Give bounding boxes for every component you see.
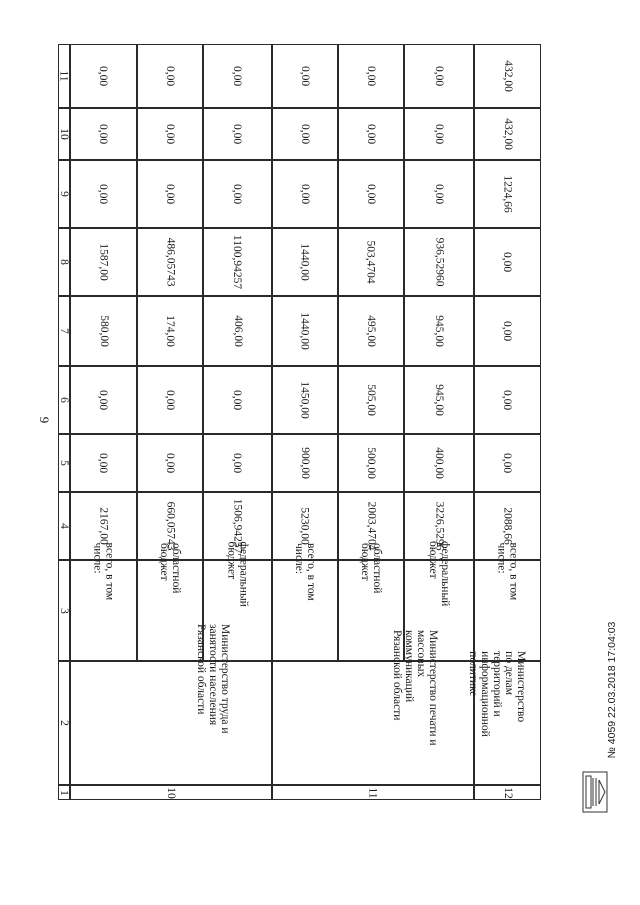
row-number-11 [272,785,474,800]
column-header-9-text: 9 [58,191,70,197]
value-cell-10-1-4 [137,492,203,560]
value-cell-11-0-4 [272,492,338,560]
column-header-6-text: 6 [58,397,70,403]
value-cell-12-0-6 [474,366,541,434]
column-header-7-text: 7 [58,328,70,334]
value-cell-10-1-5 [137,434,203,492]
value-cell-10-1-7-text: 174,00 [164,315,176,347]
value-cell-11-2-8 [404,228,474,296]
value-cell-11-1-7-text: 495,00 [365,315,377,347]
value-cell-10-2-6 [203,366,272,434]
column-header-2-text: 2 [58,720,70,726]
row-number-12-text: 12 [501,786,514,799]
column-header-1 [58,785,70,800]
row-number-10 [70,785,272,800]
value-cell-11-2-7 [404,296,474,366]
value-cell-10-2-11 [203,44,272,108]
value-cell-10-2-11-text: 0,00 [231,65,244,87]
value-cell-10-2-8-text: 1100,94257 [231,234,244,290]
value-cell-11-2-4 [404,492,474,560]
value-cell-12-0-5-text: 0,00 [501,452,514,474]
value-cell-12-0-9 [474,160,541,228]
value-cell-10-0-5 [70,434,137,492]
value-cell-12-0-9-text: 1224,66 [501,175,514,213]
budget-label-11-1-text: областной бюджет [359,543,383,594]
value-cell-10-2-7 [203,296,272,366]
value-cell-10-2-7-text: 406,00 [231,315,244,347]
value-cell-10-0-6-text: 0,00 [97,389,110,411]
value-cell-11-2-4-text: 3226,5296 [433,501,445,551]
value-cell-10-1-4-text: 660,05743 [164,501,176,551]
budget-label-10-2-text: федеральный бюджет [225,541,250,607]
column-header-4-text: 4 [58,523,70,529]
value-cell-10-1-6-text: 0,00 [164,389,176,411]
value-cell-10-0-10-text: 0,00 [97,123,110,145]
budget-label-12-0 [474,542,541,661]
budget-label-10-1 [137,543,203,661]
value-cell-11-1-5 [338,434,404,492]
value-cell-11-0-11 [272,44,338,108]
value-cell-11-2-10-text: 0,00 [433,123,445,145]
value-cell-10-0-4-text: 2167,00 [97,507,110,545]
column-header-8-text: 8 [58,259,70,265]
value-cell-11-0-5-text: 900,00 [299,447,311,479]
value-cell-12-0-7 [474,296,541,366]
value-cell-11-1-6 [338,366,404,434]
column-header-5-text: 5 [58,460,70,466]
value-cell-11-0-9 [272,160,338,228]
value-cell-10-0-6 [70,366,137,434]
value-cell-10-2-10-text: 0,00 [231,123,244,145]
value-cell-11-1-9-text: 0,00 [365,183,377,205]
value-cell-11-0-5 [272,434,338,492]
value-cell-12-0-11 [474,44,541,108]
value-cell-10-1-6 [137,366,203,434]
page-number: 9 [37,416,52,424]
value-cell-10-0-9-text: 0,00 [97,183,110,205]
value-cell-11-0-8 [272,228,338,296]
value-cell-12-0-4-text: 2088,66 [501,507,514,545]
value-cell-10-1-9-text: 0,00 [164,183,176,205]
value-cell-10-1-10-text: 0,00 [164,123,176,145]
value-cell-11-2-6 [404,366,474,434]
registration-stamp-text: № 4059 22.03.2018 17:04:03 [606,621,618,759]
value-cell-12-0-8 [474,228,541,296]
ministry-name-12-text: Министерство по делам территорий и информационной политике [467,651,528,737]
value-cell-11-1-5-text: 500,00 [365,447,377,479]
value-cell-11-2-6-text: 945,00 [433,384,445,416]
value-cell-10-2-5-text: 0,00 [231,452,244,474]
value-cell-11-0-9-text: 0,00 [299,183,311,205]
value-cell-12-0-10 [474,108,541,160]
value-cell-11-2-5 [404,434,474,492]
value-cell-10-1-9 [137,160,203,228]
value-cell-11-1-9 [338,160,404,228]
value-cell-10-0-5-text: 0,00 [97,452,110,474]
value-cell-10-0-8-text: 1587,00 [97,243,110,281]
value-cell-11-2-9-text: 0,00 [433,183,445,205]
value-cell-11-1-7 [338,296,404,366]
ministry-name-11 [272,630,474,785]
ministry-name-12 [467,651,541,785]
value-cell-11-0-11-text: 0,00 [299,65,311,87]
value-cell-10-2-4-text: 1506,94257 [231,498,244,554]
value-cell-11-0-8-text: 1440,00 [299,243,311,281]
value-cell-10-0-7 [70,296,137,366]
ministry-name-10-text: Министерство труда и занятости населения Рязанской области [195,624,231,734]
column-header-3-text: 3 [58,607,70,614]
value-cell-11-1-6-text: 505,00 [365,384,377,416]
value-cell-10-1-11 [137,44,203,108]
budget-label-10-0 [70,542,137,661]
value-cell-10-1-5-text: 0,00 [164,452,176,474]
registry-stamp-icon [580,768,610,816]
column-header-5 [58,434,70,492]
value-cell-11-2-11-text: 0,00 [433,65,445,87]
value-cell-11-0-10 [272,108,338,160]
value-cell-11-2-10 [404,108,474,160]
column-header-11 [58,44,70,108]
column-header-3 [58,560,70,661]
value-cell-10-2-4 [203,492,272,560]
value-cell-10-1-8-text: 486,05743 [164,237,176,287]
value-cell-11-1-8-text: 503,4704 [365,240,377,284]
value-cell-10-2-6-text: 0,00 [231,389,244,411]
budget-label-12-0-text: всего, в том числе: [495,542,520,601]
value-cell-10-0-8 [70,228,137,296]
budget-table [58,44,610,800]
budget-label-10-0-text: всего, в том числе: [91,542,116,601]
budget-label-11-1 [338,543,404,661]
value-cell-10-2-9 [203,160,272,228]
value-cell-11-2-11 [404,44,474,108]
value-cell-11-1-10 [338,108,404,160]
value-cell-11-0-4-text: 5230,00 [299,507,311,545]
value-cell-10-0-4 [70,492,137,560]
budget-label-11-0-text: всего, в том числе: [293,543,317,601]
value-cell-10-0-11 [70,44,137,108]
column-header-4 [58,492,70,560]
value-cell-10-1-10 [137,108,203,160]
row-number-10-text: 10 [165,786,177,799]
ministry-name-11-text: Министерство печати и массовых коммуникаций Рязанской области [391,630,439,746]
value-cell-12-0-7-text: 0,00 [501,320,514,342]
column-header-6 [58,366,70,434]
value-cell-11-0-7 [272,296,338,366]
value-cell-12-0-6-text: 0,00 [501,389,514,411]
value-cell-11-1-4 [338,492,404,560]
value-cell-10-2-10 [203,108,272,160]
budget-label-11-2 [404,541,474,661]
column-header-7 [58,296,70,366]
budget-label-10-1-text: областной бюджет [158,543,182,594]
column-header-1-text: 1 [58,789,70,796]
column-header-8 [58,228,70,296]
value-cell-11-2-5-text: 400,00 [433,447,445,479]
value-cell-10-2-9-text: 0,00 [231,183,244,205]
row-number-11-text: 11 [366,786,379,799]
value-cell-11-1-11-text: 0,00 [365,65,377,87]
value-cell-11-2-7-text: 945,00 [433,315,445,347]
budget-label-11-2-text: федеральный бюджет [427,541,451,607]
row-number-12 [474,785,541,800]
value-cell-10-1-7 [137,296,203,366]
value-cell-12-0-10-text: 432,00 [501,118,514,150]
value-cell-11-0-7-text: 1440,00 [299,312,311,350]
value-cell-12-0-8-text: 0,00 [501,251,514,273]
value-cell-10-0-9 [70,160,137,228]
value-cell-11-1-11 [338,44,404,108]
value-cell-11-1-8 [338,228,404,296]
value-cell-10-0-10 [70,108,137,160]
value-cell-10-0-11-text: 0,00 [97,65,110,87]
budget-label-10-2 [203,541,272,661]
value-cell-10-0-7-text: 580,00 [97,315,110,347]
column-header-9 [58,160,70,228]
value-cell-12-0-5 [474,434,541,492]
value-cell-11-2-8-text: 936,52960 [433,237,445,287]
value-cell-10-2-5 [203,434,272,492]
value-cell-12-0-11-text: 432,00 [501,60,514,92]
ministry-name-10 [70,624,272,785]
budget-label-11-0 [272,543,338,661]
value-cell-11-2-9 [404,160,474,228]
value-cell-11-0-6-text: 1450,00 [299,381,311,419]
value-cell-11-0-10-text: 0,00 [299,123,311,145]
value-cell-10-1-8 [137,228,203,296]
column-header-10-text: 10 [58,128,70,140]
value-cell-11-1-4-text: 2003,4704 [365,501,377,551]
column-header-10 [58,108,70,160]
column-header-11-text: 11 [58,70,71,82]
value-cell-10-1-11-text: 0,00 [164,65,176,87]
value-cell-11-1-10-text: 0,00 [365,123,377,145]
value-cell-12-0-4 [474,492,541,560]
column-header-2 [58,661,70,785]
value-cell-11-0-6 [272,366,338,434]
value-cell-10-2-8 [203,228,272,296]
